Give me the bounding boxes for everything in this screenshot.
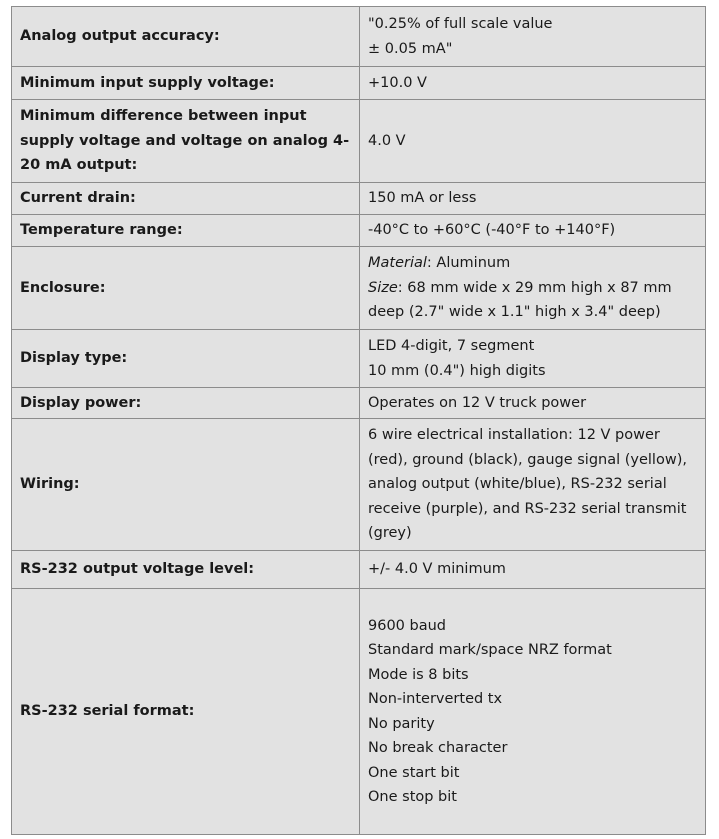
spec-value-line: (grey) — [368, 525, 412, 542]
spec-value-line: No break character — [368, 740, 508, 756]
spec-value-line: 10 mm (0.4") high digits — [368, 362, 546, 379]
spec-value-line: ± 0.05 mA" — [368, 40, 453, 57]
spec-value-line: Mode is 8 bits — [368, 666, 469, 683]
spec-value-line: 4.0 V — [368, 132, 406, 149]
spec-row-enclosure — [12, 247, 706, 330]
spec-value-line: +10.0 V — [368, 74, 427, 91]
spec-value-line: analog output (white/blue), RS-232 serial — [368, 476, 667, 493]
spec-row-display-power — [12, 388, 706, 419]
spec-label: Display type: — [12, 330, 360, 388]
material-value: : Aluminum — [426, 255, 511, 272]
spec-value — [360, 215, 706, 247]
spec-label: Temperature range: — [12, 215, 360, 247]
spec-value — [360, 7, 706, 67]
spec-value — [360, 551, 706, 589]
enclosure-size-line — [368, 276, 701, 325]
spec-row-display-type — [12, 330, 706, 388]
spec-value — [360, 183, 706, 215]
spec-value-line: Operates on 12 V truck power — [368, 394, 587, 411]
spec-value — [360, 419, 706, 551]
spec-value-line: +/- 4.0 V minimum — [368, 561, 506, 578]
spec-label: Minimum difference between input supply voltage and voltage on analog 4-20 mA output: — [12, 100, 360, 183]
specifications-table — [11, 6, 706, 835]
spec-value-line: Non-interverted tx — [368, 691, 503, 707]
spec-value-line: receive (purple), and RS-232 serial transmit — [368, 500, 687, 517]
spec-row-rs232-serial-format — [12, 589, 706, 835]
spec-value — [360, 330, 706, 388]
spec-row-wiring — [12, 419, 706, 551]
spec-value — [360, 100, 706, 183]
spec-value-line: (red), ground (black), gauge signal (yellow), — [368, 451, 687, 468]
spec-label: RS-232 serial format: — [12, 589, 360, 835]
spec-row-min-input-supply-voltage — [12, 67, 706, 100]
spec-row-analog-output-accuracy — [12, 7, 706, 67]
spec-value — [360, 67, 706, 100]
spec-label: Minimum input supply voltage: — [12, 67, 360, 100]
spec-value-line: 150 mA or less — [368, 190, 477, 207]
spec-value-line: One stop bit — [368, 789, 457, 805]
spec-row-current-drain — [12, 183, 706, 215]
spec-label: Current drain: — [12, 183, 360, 215]
spec-value-line: One start bit — [368, 764, 460, 781]
spec-label: Display power: — [12, 388, 360, 419]
spec-value-line: No parity — [368, 715, 435, 732]
material-label: Material — [368, 255, 427, 272]
spec-label: Enclosure: — [12, 247, 360, 330]
spec-row-temperature-range — [12, 215, 706, 247]
enclosure-material-line — [368, 251, 701, 276]
spec-label: Analog output accuracy: — [12, 7, 360, 67]
spec-value-line: Standard mark/space NRZ format — [368, 642, 612, 658]
spec-value-line: -40°C to +60°C (-40°F to +140°F) — [368, 222, 616, 239]
spec-label: RS-232 output voltage level: — [12, 551, 360, 589]
spec-value-line: 9600 baud — [368, 617, 446, 634]
spec-row-rs232-output-voltage — [12, 551, 706, 589]
spec-value-line: 6 wire electrical installation: 12 V power — [368, 427, 660, 444]
spec-value — [360, 247, 706, 330]
spec-row-min-voltage-difference — [12, 100, 706, 183]
spec-value — [360, 589, 706, 835]
spec-value-line: LED 4-digit, 7 segment — [368, 338, 535, 354]
size-value: : 68 mm wide x 29 mm high x 87 mm deep (2.7" wide x 1.1" high x 3.4" deep) — [368, 279, 672, 321]
spec-value — [360, 388, 706, 419]
size-label: Size — [368, 279, 398, 296]
spec-label: Wiring: — [12, 419, 360, 551]
spec-value-line: "0.25% of full scale value — [368, 16, 553, 32]
